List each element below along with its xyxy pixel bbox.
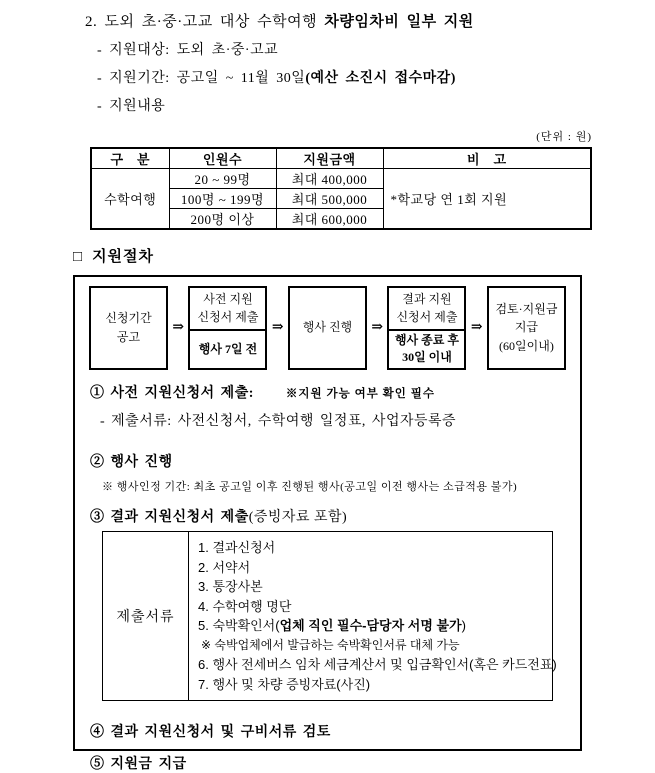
docs-list-cell	[189, 532, 557, 701]
doc-item	[198, 538, 548, 558]
doc-item	[198, 558, 548, 578]
cell-amount: 최대 600,000	[276, 209, 383, 230]
bullet-support-target	[97, 39, 655, 59]
header-amount: 지원금액	[276, 148, 383, 169]
doc-item-text: 4. 수학여행 명단	[198, 598, 292, 614]
cell-amount: 최대 400,000	[276, 169, 383, 189]
table-row	[91, 169, 591, 189]
page-title	[85, 10, 655, 31]
step-inline-note: ※지원 가능 여부 확인 필수	[285, 388, 435, 400]
bullet-support-period	[97, 67, 655, 87]
doc-item	[198, 577, 548, 597]
doc-item	[198, 655, 557, 675]
docs-label-cell: 제출서류	[103, 532, 189, 701]
step-1-sub-bullet: - 제출서류: 사전신청서, 수학여행 일정표, 사업자등록증	[100, 414, 457, 429]
bullet-text: - 지원기간: 공고일 ~ 11월 30일	[97, 71, 306, 86]
square-marker-icon: □	[73, 249, 84, 265]
title-text: 2. 도외 초·중·고교 대상 수학여행	[85, 14, 325, 30]
procedure-box	[73, 275, 582, 772]
bullet-bold-text: (예산 소진시 접수마감)	[305, 71, 456, 86]
flow-label: 사전 지원	[203, 291, 253, 306]
step-heading-text: ④ 결과 지원신청서 및 구비서류 검토	[90, 725, 331, 740]
document-page	[0, 10, 655, 772]
flow-arrow-icon: ⇒	[470, 320, 483, 335]
header-category: 구 분	[91, 148, 169, 169]
support-amount-table	[90, 147, 592, 230]
doc-item-text: 2. 서약서	[198, 559, 251, 575]
flow-label: 공고	[116, 329, 141, 344]
doc-item-note	[198, 636, 548, 656]
step-4-heading	[90, 721, 580, 741]
header-remark: 비 고	[383, 148, 591, 169]
doc-item	[198, 597, 548, 617]
flow-step-event	[288, 286, 367, 370]
flow-deadline-text: 30일 이내	[402, 350, 452, 365]
doc-item	[198, 675, 548, 695]
flow-label-group	[190, 288, 265, 332]
submission-docs-table	[102, 531, 557, 701]
cell-headcount: 200명 이상	[169, 209, 276, 230]
step-2-note: ※ 행사인정 기간: 최초 공고일 이후 진행된 행사(공고일 이전 행사는 소급적용 불가)	[102, 481, 518, 493]
cell-category: 수학여행	[91, 169, 169, 230]
flow-step-result-application	[387, 286, 466, 370]
cell-amount: 최대 500,000	[276, 189, 383, 209]
procedure-heading-text: 지원절차	[92, 249, 155, 265]
doc-item	[198, 616, 548, 636]
step-heading-suffix: (증빙자료 포함)	[248, 510, 348, 525]
bullet-text: - 지원내용	[97, 99, 166, 114]
flow-deadline-text: 행사 7일 전	[198, 341, 258, 356]
title-bold-text: 차량임차비 일부 지원	[324, 14, 474, 30]
cell-remark: *학교당 연 1회 지원	[383, 169, 591, 230]
cell-headcount: 20 ~ 99명	[169, 169, 276, 189]
step-1-heading	[90, 382, 580, 402]
step-5-heading	[90, 753, 580, 773]
step-heading-text: ⑤ 지원금 지급	[90, 757, 187, 772]
doc-item-text: 3. 통장사본	[198, 579, 263, 594]
flow-diagram	[75, 282, 580, 373]
unit-note: (단위 : 원)	[536, 131, 592, 143]
flow-label: (60일이내)	[499, 338, 554, 353]
step-heading-text: ② 행사 진행	[90, 455, 173, 470]
flow-label: 결과 지원	[402, 291, 452, 306]
doc-item-text: ※ 숙박업체에서 발급하는 숙박확인서류 대체 가능	[201, 637, 460, 652]
doc-item-text: 5. 숙박확인서(	[198, 618, 280, 633]
flow-deadline	[389, 331, 464, 367]
procedure-section-heading	[73, 245, 655, 266]
flow-label: 신청서 제출	[197, 310, 259, 325]
flow-step-announcement	[89, 286, 168, 370]
bullet-support-content	[97, 95, 655, 115]
table-row	[103, 532, 553, 701]
flow-label: 신청서 제출	[396, 310, 458, 325]
step-heading-text: ① 사전 지원신청서 제출:	[90, 386, 254, 401]
flow-step-pre-application	[188, 286, 267, 370]
bullet-text: - 지원대상: 도외 초·중·고교	[97, 43, 279, 58]
cell-headcount: 100명 ~ 199명	[169, 189, 276, 209]
flow-deadline-text: 행사 종료 후	[394, 332, 459, 347]
doc-item-text: 6. 행사 전세버스 임차 세금계산서 및 입금확인서(혹은 카드전표)	[198, 657, 557, 672]
flow-label: 행사 진행	[302, 320, 353, 335]
doc-item-bold-text: 업체 직인 필수-담당자 서명 불가	[279, 618, 462, 633]
flow-step-review-payment	[487, 286, 566, 370]
flow-deadline	[190, 331, 265, 367]
step-3-heading	[90, 506, 580, 526]
header-headcount: 인원수	[169, 148, 276, 169]
flow-arrow-icon: ⇒	[271, 320, 284, 335]
flow-label: 신청기간	[105, 310, 152, 325]
step-heading-text: ③ 결과 지원신청서 제출	[90, 510, 249, 525]
flow-label: 검토·지원금	[495, 301, 558, 316]
doc-item-text: 1. 결과신청서	[198, 540, 276, 555]
flow-label: 지급	[514, 320, 539, 335]
flow-arrow-icon: ⇒	[371, 320, 384, 335]
flow-arrow-icon: ⇒	[172, 320, 185, 335]
flow-label-group	[389, 288, 464, 332]
table-header-row	[91, 148, 591, 169]
doc-item-text: )	[461, 618, 466, 633]
step-2-heading	[90, 451, 580, 471]
doc-item-text: 7. 행사 및 차량 증빙자료(사진)	[198, 676, 371, 692]
